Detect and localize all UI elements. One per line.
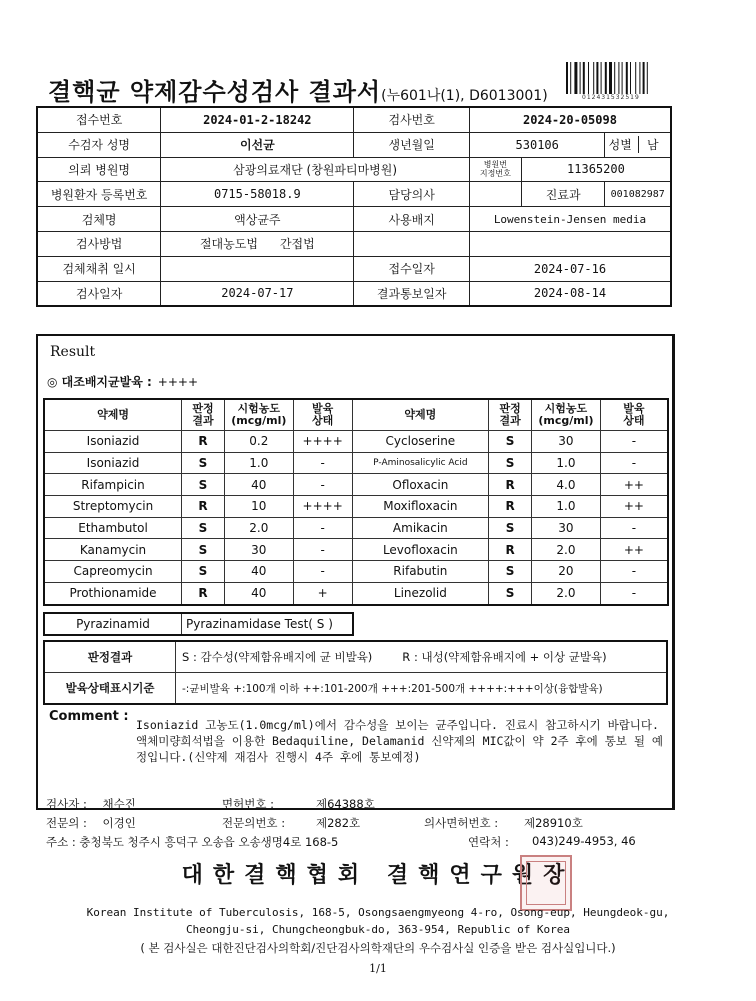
- specimen-label: 검체명: [37, 207, 161, 232]
- dob-label: 생년월일: [354, 132, 470, 157]
- conc: 40: [224, 561, 293, 583]
- conc: 2.0: [531, 539, 600, 561]
- reg-label: 병원환자 등록번호: [37, 182, 161, 207]
- control-growth: ◎ 대조배지균발육 : ++++: [47, 375, 198, 389]
- conc: 1.0: [224, 452, 293, 474]
- report-label: 결과통보일자: [354, 281, 470, 306]
- specialist-line: [46, 815, 666, 831]
- drug-name: Prothionamide: [44, 582, 182, 604]
- license-value: 제64388호: [316, 797, 375, 811]
- doctor-value: [469, 182, 521, 207]
- header-conc: 시험농도 (mcg/ml): [224, 399, 293, 431]
- growth: ++++: [293, 496, 352, 518]
- legend-growth-text: -:균비발육 +:100개 이하 ++:101-200개 +++:201-500개 ++++:+++이상(융합발육): [176, 673, 668, 705]
- table-row: [44, 561, 668, 583]
- drug-name: P-Aminosalicylic Acid: [352, 452, 489, 474]
- header-drug: 약제명: [44, 399, 182, 431]
- drug-name: Rifabutin: [352, 561, 489, 583]
- table-row: [44, 452, 668, 474]
- judge: R: [489, 496, 532, 518]
- document-title: 결핵균 약제감수성검사 결과서(누601나(1), D6013001): [48, 78, 548, 106]
- conc: 10: [224, 496, 293, 518]
- sex-value: 남: [638, 136, 667, 153]
- spec-no-label: 전문의번호 :: [222, 816, 286, 830]
- legend-judge-text: S : 감수성(약제함유배지에 균 비발육) R : 내성(약제함유배지에 + 이상 균발육): [176, 641, 668, 673]
- growth: -: [600, 452, 668, 474]
- patient-info-table: [36, 106, 672, 307]
- header-drug-2: 약제명: [352, 399, 489, 431]
- conc: 2.0: [531, 582, 600, 604]
- document-code: (누601나(1), D6013001): [381, 88, 548, 104]
- received-value: 2024-07-16: [469, 256, 671, 281]
- patient-label: 수검자 성명: [37, 132, 161, 157]
- barcode-number: 012431532519: [582, 94, 640, 101]
- header-growth-2: 발육 상태: [600, 399, 668, 431]
- address-label: 주소 :: [46, 835, 76, 849]
- growth: +: [293, 582, 352, 604]
- drug-name: Levofloxacin: [352, 539, 489, 561]
- test-no-label: 검사번호: [354, 107, 470, 132]
- received-label: 접수일자: [354, 256, 470, 281]
- patient-value: 이선균: [161, 132, 354, 157]
- conc: 2.0: [224, 517, 293, 539]
- contact-label: 연락처 :: [468, 835, 509, 849]
- drug-name: Ofloxacin: [352, 474, 489, 496]
- growth: ++: [600, 474, 668, 496]
- judge: R: [489, 539, 532, 561]
- method-value: 절대농도법 간접법: [161, 231, 354, 256]
- growth: -: [293, 517, 352, 539]
- result-title: Result: [50, 344, 96, 360]
- header-conc-2: 시험농도 (mcg/ml): [531, 399, 600, 431]
- table-row: [44, 496, 668, 518]
- judge: R: [489, 474, 532, 496]
- growth: -: [600, 431, 668, 453]
- header-growth: 발육 상태: [293, 399, 352, 431]
- growth: ++: [600, 539, 668, 561]
- legend-table: [43, 640, 668, 705]
- judge: R: [182, 582, 225, 604]
- conc: 1.0: [531, 496, 600, 518]
- judge: R: [182, 496, 225, 518]
- page-number: 1/1: [369, 962, 387, 975]
- address-line: [46, 834, 666, 850]
- drug-name: Ethambutol: [44, 517, 182, 539]
- dob-value: 530106: [469, 132, 605, 157]
- doctor-license-label: 의사면허번호 :: [424, 816, 499, 830]
- collect-value: [161, 256, 354, 281]
- drug-name: Isoniazid: [44, 431, 182, 453]
- legend-judge-label: 판정결과: [44, 641, 176, 673]
- test-no-value: 2024-20-05098: [469, 107, 671, 132]
- tester-line: [46, 796, 375, 812]
- judge: S: [489, 582, 532, 604]
- growth: ++: [600, 496, 668, 518]
- specimen-value: 액상균주: [161, 207, 354, 232]
- conc: 40: [224, 474, 293, 496]
- method-label: 검사방법: [37, 231, 161, 256]
- drug-name: Cycloserine: [352, 431, 489, 453]
- dept-value: 001082987: [605, 182, 671, 207]
- table-row: [44, 431, 668, 453]
- judge: S: [489, 452, 532, 474]
- growth: -: [600, 517, 668, 539]
- judge: S: [182, 452, 225, 474]
- medium-value: Lowenstein-Jensen media: [469, 207, 671, 232]
- address-value: 충청북도 청주시 흥덕구 오송읍 오송생명4로 168-5: [79, 835, 339, 849]
- reg-value: 0715-58018.9: [161, 182, 354, 207]
- conc: 4.0: [531, 474, 600, 496]
- barcode-icon: [565, 62, 669, 94]
- hospital-code-value: 11365200: [521, 157, 671, 182]
- doctor-license-value: 제28910호: [524, 816, 583, 830]
- growth: -: [293, 474, 352, 496]
- susceptibility-table: [43, 398, 669, 606]
- comment-text: Isoniazid 고농도(1.0mcg/ml)에서 감수성을 보이는 균주입니다. 진료시 참고하시기 바랍니다.액체미량희석법을 이용한 Bedaquiline, Delamanid 신약제의 MIC값이 약 2주 후에 통보 될 예정입니다.(신약제 재검사 진행시 4주 후에 통보예정): [136, 718, 663, 764]
- drug-name: Amikacin: [352, 517, 489, 539]
- contact-value: 043)249-4953, 46: [532, 834, 636, 848]
- comment-label: Comment :: [49, 709, 129, 724]
- judge: S: [182, 474, 225, 496]
- drug-name: Moxifloxacin: [352, 496, 489, 518]
- spec-no-value: 제282호: [316, 816, 361, 830]
- conc: 0.2: [224, 431, 293, 453]
- drug-name: Isoniazid: [44, 452, 182, 474]
- header-judge: 판정 결과: [182, 399, 225, 431]
- medium-label: 사용배지: [354, 207, 470, 232]
- drug-name: Linezolid: [352, 582, 489, 604]
- table-row: [44, 539, 668, 561]
- judge: R: [182, 431, 225, 453]
- growth: -: [600, 561, 668, 583]
- organization-address-2: Cheongju-si, Chungcheongbuk-do, 363-954, Republic of Korea: [185, 923, 571, 936]
- header-judge-2: 판정 결과: [489, 399, 532, 431]
- specialist-label: 전문의 :: [46, 816, 87, 830]
- organization-address-1: Korean Institute of Tuberculosis, 168-5, Osongsaengmyeong 4-ro, Osong-eup, Heungdeok-gu,: [86, 906, 670, 919]
- growth: -: [293, 539, 352, 561]
- official-seal-icon: [520, 855, 572, 911]
- organization-name: 대한결핵협회 결핵연구원장: [181, 862, 575, 888]
- method-empty: [354, 231, 470, 256]
- judge: S: [489, 517, 532, 539]
- pyrazinamide-table: [43, 612, 354, 636]
- pza-label: Pyrazinamid: [44, 613, 182, 635]
- test-date-label: 검사일자: [37, 281, 161, 306]
- conc: 20: [531, 561, 600, 583]
- tester-label: 검사자 :: [46, 797, 87, 811]
- growth: -: [600, 582, 668, 604]
- accession-label: 접수번호: [37, 107, 161, 132]
- legend-growth-label: 발육상태표시기준: [44, 673, 176, 705]
- hospital-label: 의뢰 병원명: [37, 157, 161, 182]
- table-row: [44, 517, 668, 539]
- accession-value: 2024-01-2-18242: [161, 107, 354, 132]
- conc: 30: [531, 517, 600, 539]
- table-row: [44, 474, 668, 496]
- method-empty-2: [469, 231, 671, 256]
- pza-value: Pyrazinamidase Test( S ): [182, 613, 354, 635]
- judge: S: [182, 539, 225, 561]
- growth: -: [293, 452, 352, 474]
- judge: S: [489, 561, 532, 583]
- growth: -: [293, 561, 352, 583]
- hospital-code-label: 병원번 지정번호: [469, 157, 521, 182]
- test-date-value: 2024-07-17: [161, 281, 354, 306]
- conc: 40: [224, 582, 293, 604]
- tester-value: 채수진: [102, 797, 136, 811]
- drug-name: Streptomycin: [44, 496, 182, 518]
- growth: ++++: [293, 431, 352, 453]
- accreditation-notice: ( 본 검사실은 대한진단검사의학회/진단검사의학재단의 우수검사실 인증을 받은 검사실입니다.): [140, 941, 616, 955]
- collect-label: 검체채취 일시: [37, 256, 161, 281]
- hospital-value: 삼광의료재단 (창원파티마병원): [161, 157, 470, 182]
- conc: 30: [531, 431, 600, 453]
- sex-label: 성별 남: [605, 132, 671, 157]
- judge: S: [182, 561, 225, 583]
- dept-label: 진료과: [521, 182, 605, 207]
- report-value: 2024-08-14: [469, 281, 671, 306]
- specialist-value: 이경인: [102, 816, 136, 830]
- doctor-label: 담당의사: [354, 182, 470, 207]
- drug-name: Rifampicin: [44, 474, 182, 496]
- drug-name: Kanamycin: [44, 539, 182, 561]
- table-row: [44, 582, 668, 604]
- drug-name: Capreomycin: [44, 561, 182, 583]
- control-growth-value: ++++: [157, 375, 198, 389]
- judge: S: [489, 431, 532, 453]
- judge: S: [182, 517, 225, 539]
- license-label: 면허번호 :: [222, 797, 274, 811]
- conc: 1.0: [531, 452, 600, 474]
- conc: 30: [224, 539, 293, 561]
